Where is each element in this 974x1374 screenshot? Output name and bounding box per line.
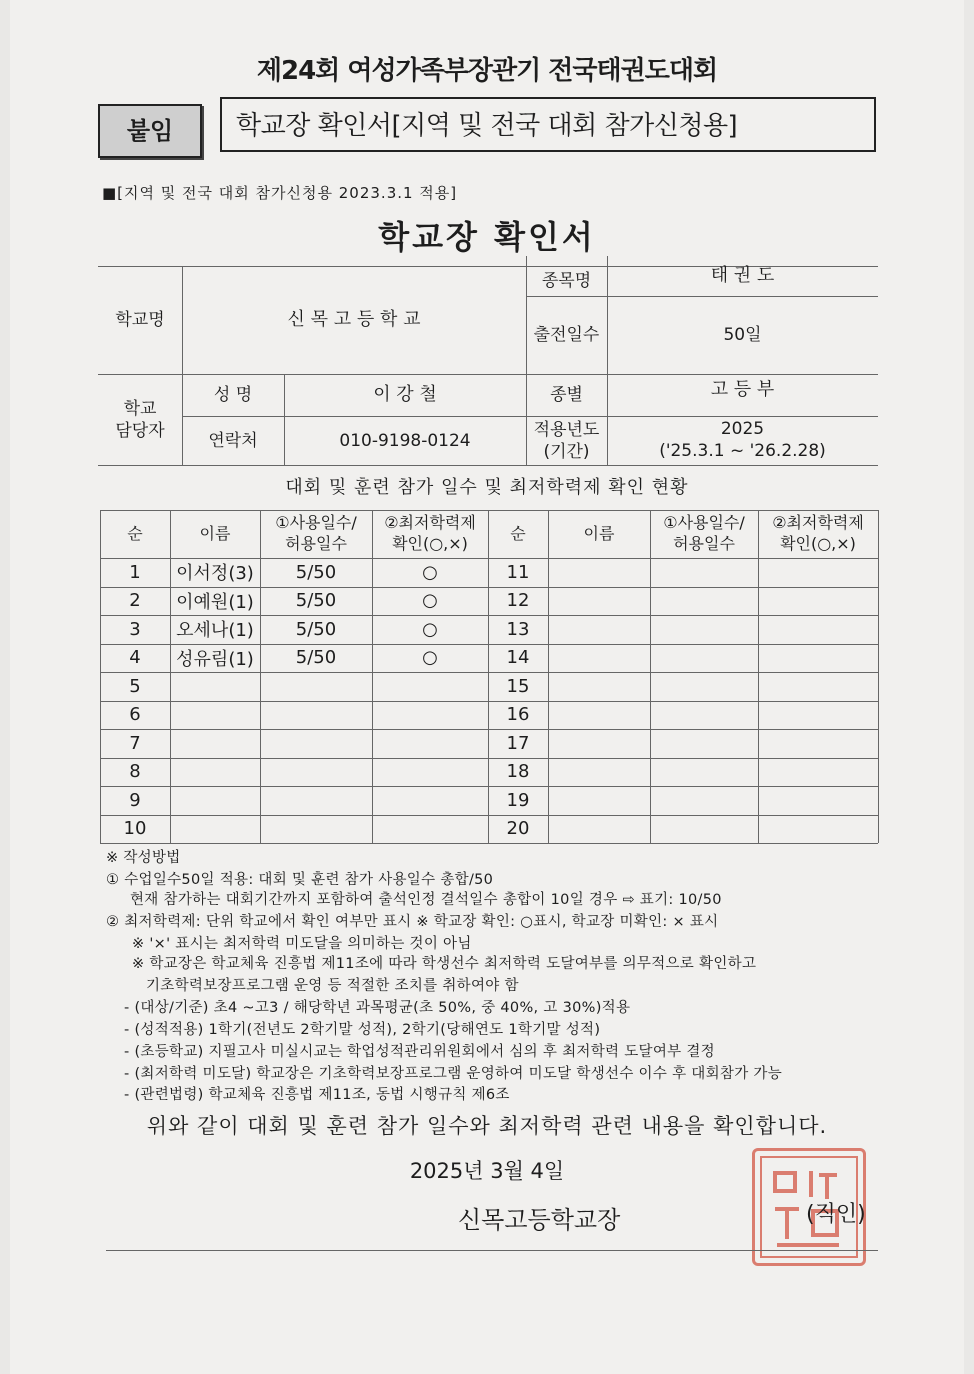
academic-check: ○: [422, 618, 438, 640]
instruction-line: ② 최저학력제: 단위 학교에서 확인 여부만 표시 ※ 학교장 확인: ○표시, 학교장 미확인: × 표시: [106, 914, 719, 930]
student-name: [170, 701, 260, 730]
student-name: [170, 672, 260, 701]
academic-check: [372, 701, 488, 730]
academic-check: [372, 672, 488, 701]
row-number: 11: [506, 561, 530, 583]
phone-label: 연락처: [208, 430, 258, 451]
row-number: 14: [506, 647, 530, 669]
bottom-divider: [106, 1250, 878, 1251]
row-number: 13: [506, 618, 530, 640]
section-title: 대회 및 훈련 참가 일수 및 최저학력제 확인 현황: [285, 477, 689, 498]
form-subtitle: ■[지역 및 전국 대회 참가신청용 2023.3.1 적용]: [102, 184, 458, 202]
student-name: 이예원(1): [176, 591, 254, 613]
school-name-label: 학교명: [115, 309, 165, 330]
row-number: 16: [506, 704, 530, 726]
instruction-line: ※ '×' 표시는 최저학력 미도달을 의미하는 것이 아님: [132, 936, 472, 952]
division-value: 고 등 부: [710, 379, 775, 401]
info-table: [98, 256, 878, 466]
seal-mark: (직인): [806, 1202, 866, 1227]
instruction-line: - (관련법령) 학교체육 진흥법 제11조, 동법 시행규칙 제6조: [124, 1087, 510, 1103]
usage-days: 5/50: [295, 561, 337, 583]
row-number: 12: [506, 590, 530, 612]
student-name: [170, 815, 260, 844]
header-name: 이름: [199, 523, 231, 543]
phone-value: 010-9198-0124: [339, 430, 471, 451]
form-title: 학교장 확인서[지역 및 전국 대회 참가신청용]: [220, 97, 876, 152]
row-number: 6: [129, 704, 141, 726]
header-no: 순: [127, 523, 143, 543]
student-name: [170, 758, 260, 787]
year-label: 적용년도 (기간): [533, 419, 600, 462]
header-academic: ②최저학력제 확인(○,×): [384, 513, 476, 553]
usage-days: [260, 672, 372, 701]
principal-name: 신목고등학교장: [458, 1206, 621, 1234]
usage-days: [260, 815, 372, 844]
row-number: 8: [129, 761, 141, 783]
student-name: 오세나(1): [176, 620, 254, 642]
instruction-line: - (초등학교) 지필고사 미실시교는 학업성적관리위원회에서 심의 후 최저학력 도달여부 결정: [124, 1044, 715, 1060]
row-number: 4: [129, 647, 141, 669]
division-label: 종별: [550, 384, 583, 405]
instruction-line: ※ 학교장은 학교체육 진흥법 제11조에 따라 학생선수 최저학력 도달여부를 의무적으로 확인하고: [132, 956, 757, 972]
days-label: 출전일수: [533, 324, 600, 345]
academic-check: ○: [422, 561, 438, 583]
header-days: ①사용일수/ 허용일수: [275, 513, 357, 553]
usage-days: [260, 701, 372, 730]
header-name-right: 이름: [583, 523, 615, 543]
usage-days: 5/50: [295, 618, 337, 640]
event-label: 종목명: [541, 270, 592, 291]
academic-check: ○: [422, 590, 438, 612]
student-name: [170, 786, 260, 815]
instruction-line: - (대상/기준) 초4 ~고3 / 해당학년 과목평균(초 50%, 중 40%, 고 30%)적용: [124, 1000, 631, 1016]
usage-days: [260, 729, 372, 758]
usage-days: [260, 758, 372, 787]
header-days-right: ①사용일수/ 허용일수: [663, 513, 745, 553]
days-value: 50일: [723, 324, 762, 345]
academic-check: [372, 729, 488, 758]
row-number: 1: [129, 561, 141, 583]
academic-check: ○: [422, 647, 438, 669]
row-number: 3: [129, 618, 141, 640]
school-name-value: 신 목 고 등 학 교: [287, 309, 421, 331]
instruction-line: ※ 작성방법: [106, 850, 181, 866]
signature-date: 2025년 3월 4일: [409, 1159, 565, 1183]
academic-check: [372, 758, 488, 787]
row-number: 17: [506, 732, 530, 754]
row-number: 9: [129, 789, 141, 811]
student-name: 성유림(1): [176, 648, 254, 670]
event-title: 제24회 여성가족부장관기 전국태권도대회: [256, 56, 718, 86]
event-value: 태 권 도: [710, 265, 775, 287]
row-number: 19: [506, 789, 530, 811]
confirmation-statement: 위와 같이 대회 및 훈련 참가 일수와 최저학력 관련 내용을 확인합니다.: [146, 1114, 828, 1138]
attachment-tag: 붙임: [98, 104, 202, 158]
usage-days: 5/50: [295, 647, 337, 669]
academic-check: [372, 815, 488, 844]
row-number: 5: [129, 675, 141, 697]
header-no-right: 순: [510, 523, 526, 543]
instruction-line: - (최저학력 미도달) 학교장은 기초학력보장프로그램 운영하여 미도달 학생선수 이수 후 대회참가 가능: [124, 1066, 783, 1082]
header-academic-right: ②최저학력제 확인(○,×): [772, 513, 864, 553]
year-value: 2025: [720, 418, 765, 439]
instruction-line: - (성적적용) 1학기(전년도 2학기말 성적), 2학기(당해연도 1학기말 성적): [124, 1022, 601, 1038]
contact-name-value: 이 강 철: [373, 384, 437, 406]
row-number: 18: [506, 761, 530, 783]
usage-days: [260, 786, 372, 815]
student-name: 이서정(3): [176, 563, 254, 585]
row-number: 7: [129, 732, 141, 754]
academic-check: [372, 786, 488, 815]
student-name: [170, 729, 260, 758]
row-number: 2: [129, 590, 141, 612]
instruction-line: 현재 참가하는 대회기간까지 포함하여 출석인정 결석일수 총합이 10일 경우 ⇨ 표기: 10/50: [130, 892, 722, 908]
contact-person-label: 학교 담당자: [115, 398, 165, 441]
row-number: 20: [506, 818, 530, 840]
name-label: 성 명: [213, 384, 253, 405]
instruction-line: 기초학력보장프로그램 운영 등 적절한 조치를 취하여야 함: [146, 978, 519, 994]
instruction-line: ① 수업일수50일 적용: 대회 및 훈련 참가 사용일수 총합/50: [106, 872, 494, 888]
period-value: ('25.3.1 ~ '26.2.28): [659, 440, 826, 461]
row-number: 15: [506, 675, 530, 697]
usage-days: 5/50: [295, 590, 337, 612]
document-title: 학교장 확인서: [378, 218, 596, 256]
row-number: 10: [123, 818, 147, 840]
